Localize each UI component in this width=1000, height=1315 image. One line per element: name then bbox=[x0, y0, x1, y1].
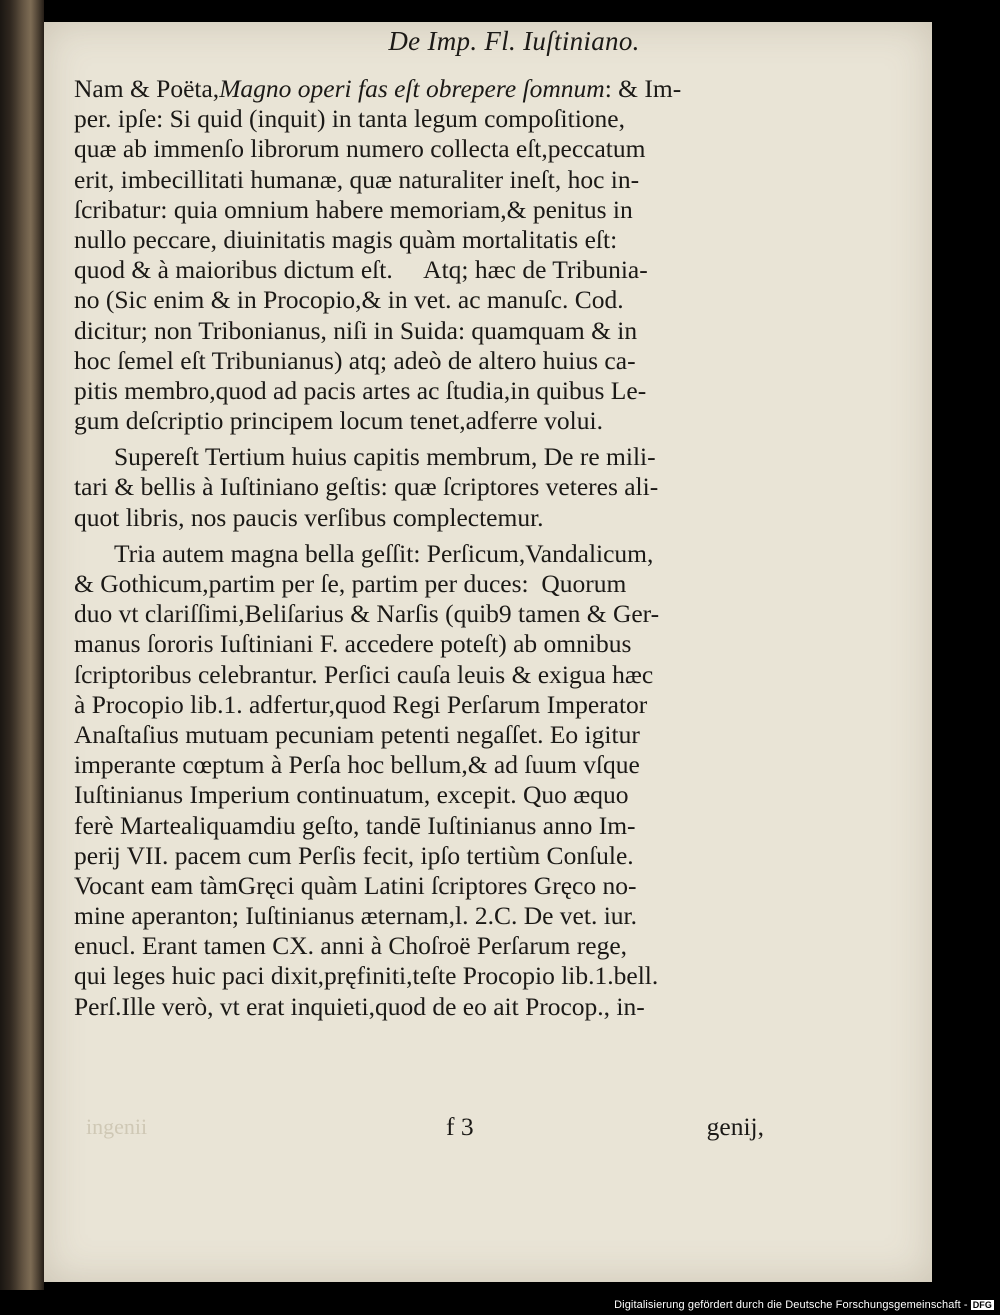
text-line: imperante cœptum à Perſa hoc bellum,& ad ſuum vſque bbox=[74, 750, 640, 780]
body-text bbox=[74, 74, 764, 1022]
text-line: quot libris, nos paucis verſibus complectemur. bbox=[74, 502, 544, 532]
text-line: Iuſtinianus Imperium continuatum, excepit. Quo æquo bbox=[74, 780, 629, 810]
text-line: Perſ.Ille verò, vt erat inquieti,quod de eo ait Procop., in- bbox=[74, 991, 645, 1021]
text-line: per. ipſe: Si quid (inquit) in tanta legum compoſitione, bbox=[74, 104, 626, 134]
paragraph-2-line: Supereſt Tertium huius capitis membrum, De re mili- bbox=[114, 442, 656, 472]
text-line: Anaſtaſius mutuam pecuniam petenti negaſſet. Eo igitur bbox=[74, 719, 640, 749]
text-line: tari & bellis à Iuſtiniano geſtis: quæ ſcriptores veteres ali- bbox=[74, 472, 659, 502]
text-line: mine aperanton; Iuſtinianus æternam,l. 2.C. De vet. iur. bbox=[74, 901, 638, 931]
bleed-through-text: ingenii bbox=[86, 1114, 148, 1139]
catchword: genij, bbox=[706, 1112, 764, 1141]
text-line: duo vt clariſſimi,Beliſarius & Narſis (quib9 tamen & Ger- bbox=[74, 599, 660, 629]
text-line: no (Sic enim & in Procopio,& in vet. ac manuſc. Cod. bbox=[74, 285, 624, 315]
funding-banner bbox=[614, 1299, 994, 1311]
signature-mark: f 3 bbox=[446, 1112, 474, 1141]
text-line: manus ſororis Iuſtiniani F. accedere poteſt) ab omnibus bbox=[74, 629, 632, 659]
page-footer bbox=[74, 1112, 764, 1144]
text-line: & Gothicum,partim per ſe, partim per duces: Quorum bbox=[74, 569, 627, 598]
running-head: De Imp. Fl. Iuſtiniano. bbox=[388, 26, 640, 56]
text-line: ferè Martealiquamdiu geſto, tandē Iuſtinianus anno Im- bbox=[74, 810, 636, 840]
text-line: erit, imbecillitati humanæ, quæ naturaliter ineſt, hoc in- bbox=[74, 164, 640, 194]
banner-text: Digitalisierung gefördert durch die Deutsche Forschungsgemeinschaft - bbox=[614, 1299, 968, 1311]
text-line: pitis membro,quod ad pacis artes ac ſtudia,in quibus Le- bbox=[74, 375, 647, 405]
text-line: à Procopio lib.1. adfertur,quod Regi Perſarum Imperator bbox=[74, 689, 648, 719]
text-line: nullo peccare, diuinitatis magis quàm mortalitatis eſt: bbox=[74, 224, 618, 254]
text-line: perij VII. pacem cum Perſis fecit, ipſo tertiùm Conſule. bbox=[74, 840, 634, 870]
text-line: Vocant eam tàmGręci quàm Latini ſcriptores Gręco no- bbox=[74, 870, 637, 900]
text-line: gum deſcriptio principem locum tenet,adferre volui. bbox=[74, 406, 603, 436]
text-line: ſcribatur: quia omnium habere memoriam,& penitus in bbox=[74, 194, 633, 224]
text-line: ſcriptoribus celebrantur. Perſici cauſa leuis & exigua hæc bbox=[74, 659, 654, 689]
spine-edge bbox=[10, 0, 44, 1290]
text-line: dicitur; non Tribonianus, niſi in Suida: quamquam & in bbox=[74, 315, 638, 345]
text-line: hoc ſemel eſt Tribunianus) atq; adeò de altero huius ca- bbox=[74, 345, 636, 375]
paragraph-1-line-1: Nam & Poëta,Magno operi fas eſt obrepere ſomnum: & Im- bbox=[74, 74, 682, 103]
text-line: qui leges huic paci dixit,pręfiniti,teſte Procopio lib.1.bell. bbox=[74, 961, 659, 991]
quotation-italic: Magno operi fas eſt obrepere ſomnum bbox=[219, 74, 605, 103]
text-line: quod & à maioribus dictum eſt. Atq; hæc de Tribunia- bbox=[74, 255, 648, 285]
text-line: enucl. Erant tamen CX. anni à Choſroë Perſarum rege, bbox=[74, 931, 628, 961]
dfg-logo: DFG bbox=[972, 1300, 992, 1311]
paragraph-3-line: Tria autem magna bella geſſit: Perſicum,Vandalicum, bbox=[114, 538, 654, 568]
text-line: quæ ab immenſo librorum numero collecta eſt,peccatum bbox=[74, 134, 646, 164]
